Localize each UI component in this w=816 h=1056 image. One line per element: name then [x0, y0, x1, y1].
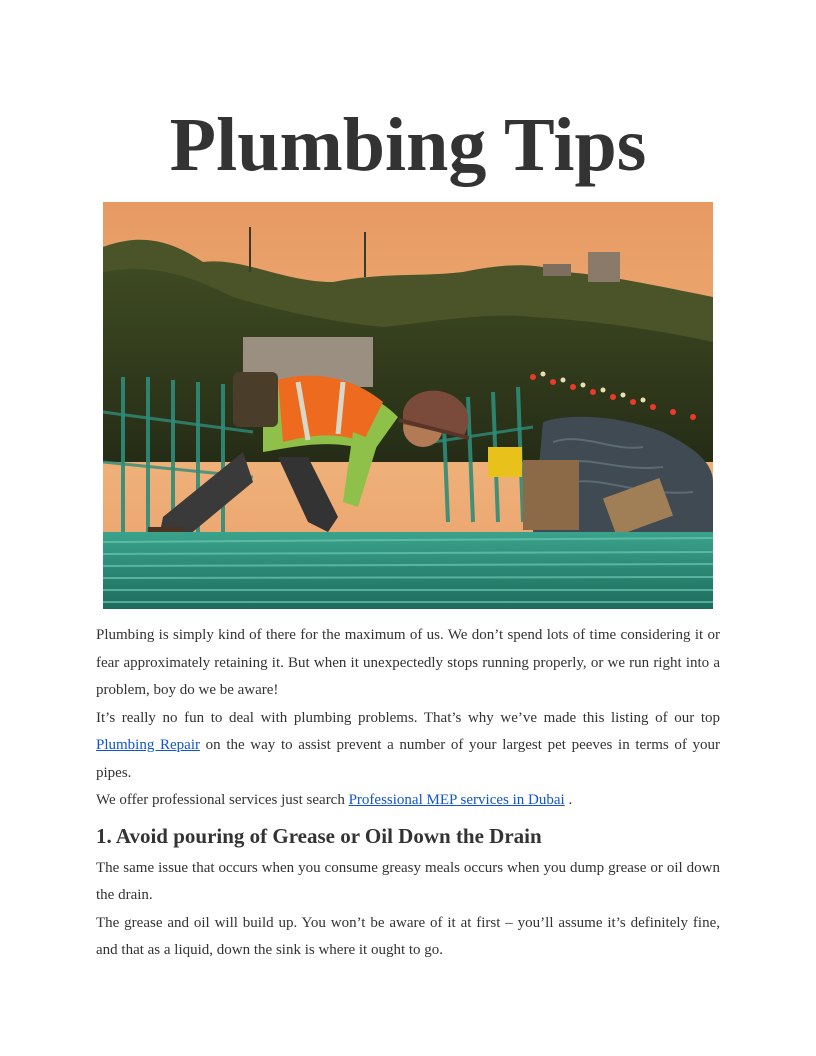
hero-image — [103, 202, 713, 609]
intro-paragraph-2-text-before: It’s really no fun to deal with plumbing problems. That’s why we’ve made this listing of our top — [96, 709, 720, 726]
document-body — [96, 622, 720, 965]
mep-services-link[interactable]: Professional MEP services in Dubai — [348, 792, 565, 808]
section-1-heading: 1. Avoid pouring of Grease or Oil Down the Drain — [96, 823, 542, 848]
intro-paragraph-3 — [96, 787, 720, 815]
section-1-paragraph-1: The same issue that occurs when you consume greasy meals occurs when you dump grease or oil down the drain. — [96, 859, 720, 903]
intro-paragraph-2-text-after: on the way to assist prevent a number of your largest pet peeves in terms of your pipes. — [96, 737, 721, 781]
intro-paragraph-1: Plumbing is simply kind of there for the maximum of us. We don’t spend lots of time considering it or fear approximately retaining it. But when it unexpectedly stops running properly, or we run right into a problem, boy do we be aware! — [96, 627, 720, 698]
section-1-paragraph-2: The grease and oil will build up. You won’t be aware of it at first – you’ll assume it’s definitely fine, and that as a liquid, down the sink is where it ought to go. — [96, 914, 720, 958]
intro-paragraph-3-text-after: . — [564, 792, 573, 808]
document-title: Plumbing Tips — [169, 103, 647, 187]
intro-paragraph-3-text-before: We offer professional services just search — [96, 792, 349, 808]
hero-image-illustration — [103, 202, 713, 609]
plumbing-repair-link[interactable]: Plumbing Repair — [96, 737, 200, 753]
intro-paragraph-2 — [96, 705, 720, 788]
